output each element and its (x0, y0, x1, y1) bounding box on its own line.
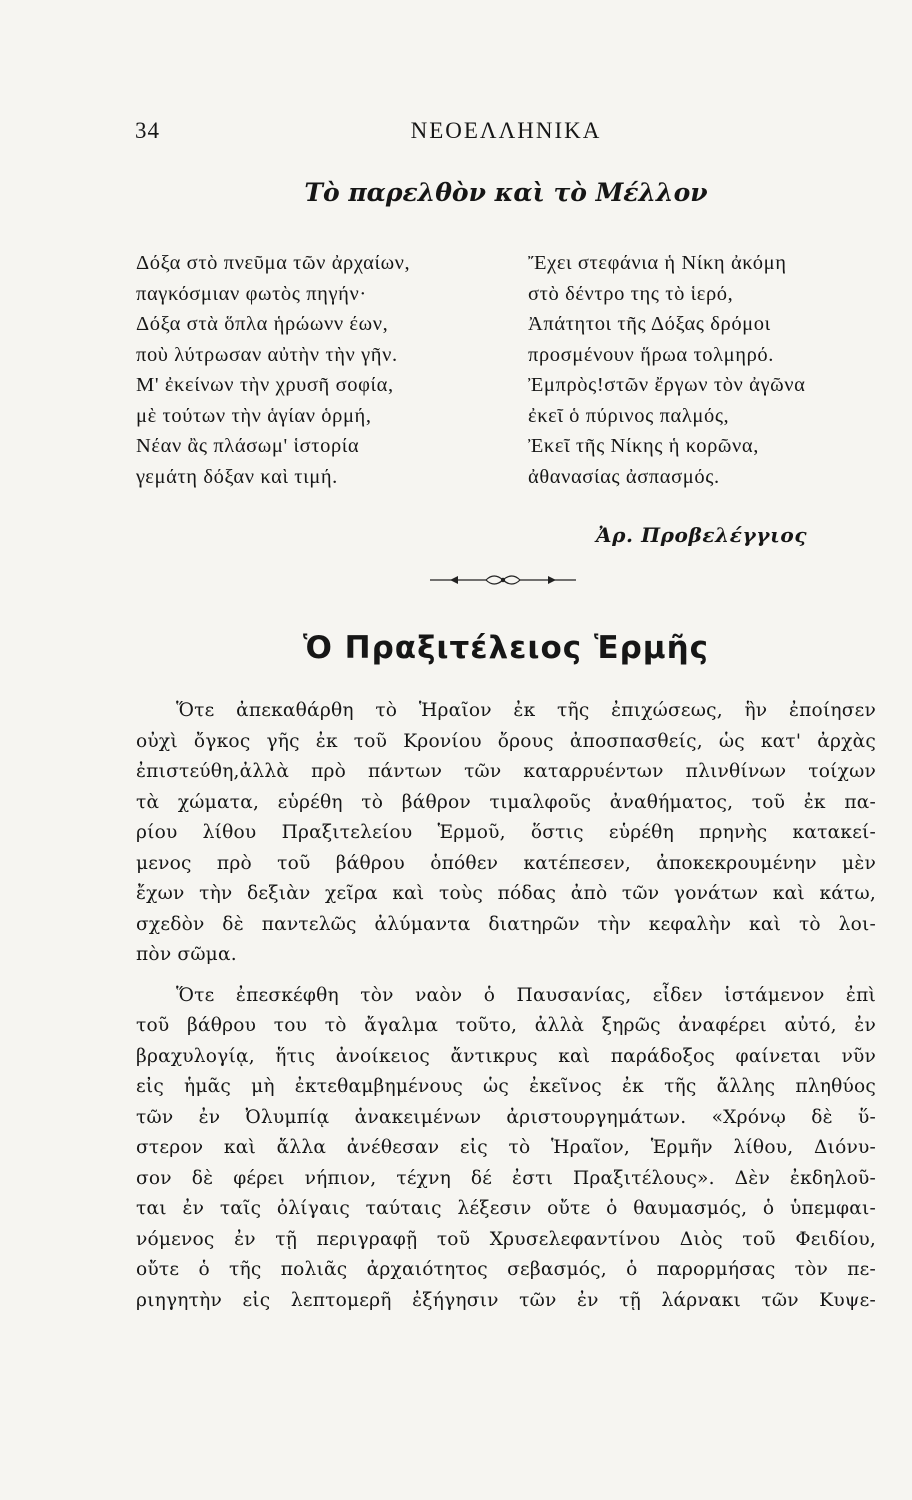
poem-title: Τὸ παρελθὸν καὶ τὸ Μέλλον (304, 178, 708, 207)
poem-line-left: Μ' ἐκείνων τὴν χρυσῆ σοφία, (136, 374, 394, 396)
article-line: οὔτε ὁ τῆς πολιᾶς ἀρχαιότητος σεβασμός, ὁ παρορμήσας τὸν πε- (136, 1259, 876, 1280)
article-line: ριηγητὴν εἰς λεπτομερῆ ἐξήγησιν τῶν ἐν τῇ λάρνακι τῶν Κυψε- (136, 1289, 876, 1311)
poem-left-column (136, 248, 410, 492)
article-line: στερον καὶ ἄλλα ἀνέθεσαν εἰς τὸ Ἡραῖον, Ἑρμῆν λίθου, Διόνυ- (136, 1137, 876, 1158)
article-line: σχεδὸν δὲ παντελῶς ἀλύμαντα διατηρῶν τὴν κεφαλὴν καὶ τὸ λοι- (136, 913, 876, 935)
page-header (135, 118, 877, 148)
poem-line-right: ἐκεῖ ὁ πύρινος παλμός, (528, 404, 730, 427)
poem-line-right: Ἐμπρὸς!στῶν ἔργων τὸν ἀγῶνα (528, 374, 806, 396)
article-line: τῶν ἐν Ὀλυμπίᾳ ἀνακειμένων ἀριστουργημάτων. «Χρόνῳ δὲ ὕ- (136, 1106, 876, 1128)
article-body (136, 696, 876, 1316)
article-line: Ὅτε ἐπεσκέφθη τὸν ναὸν ὁ Παυσανίας, εἶδεν ἱστάμενον ἐπὶ (176, 984, 876, 1006)
article-line: μενος πρὸ τοῦ βάθρου ὁπόθεν κατέπεσεν, ἀποκεκρουμένην μὲν (136, 852, 876, 874)
running-head: ΝΕΟΕΛΛΗΝΙΚΑ (410, 118, 602, 143)
article-line: βραχυλογίᾳ, ἥτις ἀνοίκειος ἄντικρυς καὶ παράδοξος φαίνεται νῦν (136, 1045, 876, 1067)
poem-line-left: μὲ τούτων τὴν ἁγίαν ὁρμή, (136, 404, 372, 427)
poem-line-right: στὸ δέντρο της τὸ ἱερό, (528, 282, 734, 305)
poem-line-left: ποὺ λύτρωσαν αὐτὴν τὴν γῆν. (136, 343, 398, 366)
article-line: σον δὲ φέρει νήπιον, τέχνη δέ ἐστι Πραξιτέλους». Δὲν ἐκδηλοῦ- (136, 1167, 876, 1189)
poem-right-column (528, 248, 805, 492)
poem-line-left: Νέαν ἂς πλάσωμ' ἱστορία (136, 435, 360, 457)
article-line: τὰ χώματα, εὑρέθη τὸ βάθρον τιμαλφοῦς ἀναθήματος, τοῦ ἐκ πα- (136, 791, 876, 813)
poem-line-right: Ἐκεῖ τῆς Νίκης ἡ κορῶνα, (528, 435, 759, 457)
article-line: πὸν σῶμα. (136, 944, 237, 965)
article-title: Ὁ Πραξιτέλειος Ἑρμῆς (302, 630, 710, 666)
article-line: οὐχὶ ὄγκος γῆς ἐκ τοῦ Κρονίου ὄρους ἀποσπασθείς, ὡς κατ' ἀρχὰς (136, 730, 876, 752)
article-line: ἐπιστεύθη,ἀλλὰ πρὸ πάντων τῶν καταρρυέντων πλινθίνων τοίχων (136, 761, 876, 782)
page-number: 34 (135, 118, 160, 143)
article-line: Ὅτε ἀπεκαθάρθη τὸ Ἡραῖον ἐκ τῆς ἐπιχώσεως, ἣν ἐποίησεν (176, 700, 876, 721)
article-line: ἔχων τὴν δεξιὰν χεῖρα καὶ τοὺς πόδας ἀπὸ τῶν γονάτων καὶ κάτω, (136, 883, 876, 904)
article-line: ρίου λίθου Πραξιτελείου Ἑρμοῦ, ὅστις εὑρέθη πρηνὴς κατακεί- (136, 822, 876, 843)
poem-line-right: ἀθανασίας ἀσπασμός. (528, 465, 720, 488)
article-line: εἰς ἡμᾶς μὴ ἐκτεθαμβημένους ὡς ἐκεῖνος ἐκ τῆς ἄλλης πληθύος (136, 1076, 876, 1097)
poem-line-left: Δόξα στὸ πνεῦμα τῶν ἀρχαίων, (136, 252, 411, 274)
poem-line-left: γεμάτη δόξαν καὶ τιμή. (136, 465, 338, 488)
article-line: ται ἐν ταῖς ὀλίγαις ταύταις λέξεσιν οὔτε ὁ θαυμασμός, ὁ ὑπεμφαι- (136, 1198, 876, 1219)
article-line: τοῦ βάθρου του τὸ ἄγαλμα τοῦτο, ἀλλὰ ξηρῶς ἀναφέρει αὐτό, ἐν (136, 1015, 876, 1036)
poem-line-right: Ἀπάτητοι τῆς Δόξας δρόμοι (528, 313, 771, 335)
poem-line-left: παγκόσμιαν φωτὸς πηγήν· (136, 282, 367, 305)
ornament-divider-icon (428, 570, 578, 590)
poem-line-right: Ἔχει στεφάνια ἡ Νίκη ἀκόμη (528, 252, 787, 274)
poem-line-right: προσμένουν ἥρωα τολμηρό. (528, 343, 774, 366)
poem-author: Ἀρ. Προβελέγγιος (596, 523, 808, 547)
paragraph-gap (136, 971, 876, 981)
article-line: νόμενος ἐν τῇ περιγραφῇ τοῦ Χρυσελεφαντίνου Διὸς τοῦ Φειδίου, (136, 1228, 876, 1250)
poem-line-left: Δόξα στὰ ὅπλα ἡρώωνν έων, (136, 313, 389, 335)
